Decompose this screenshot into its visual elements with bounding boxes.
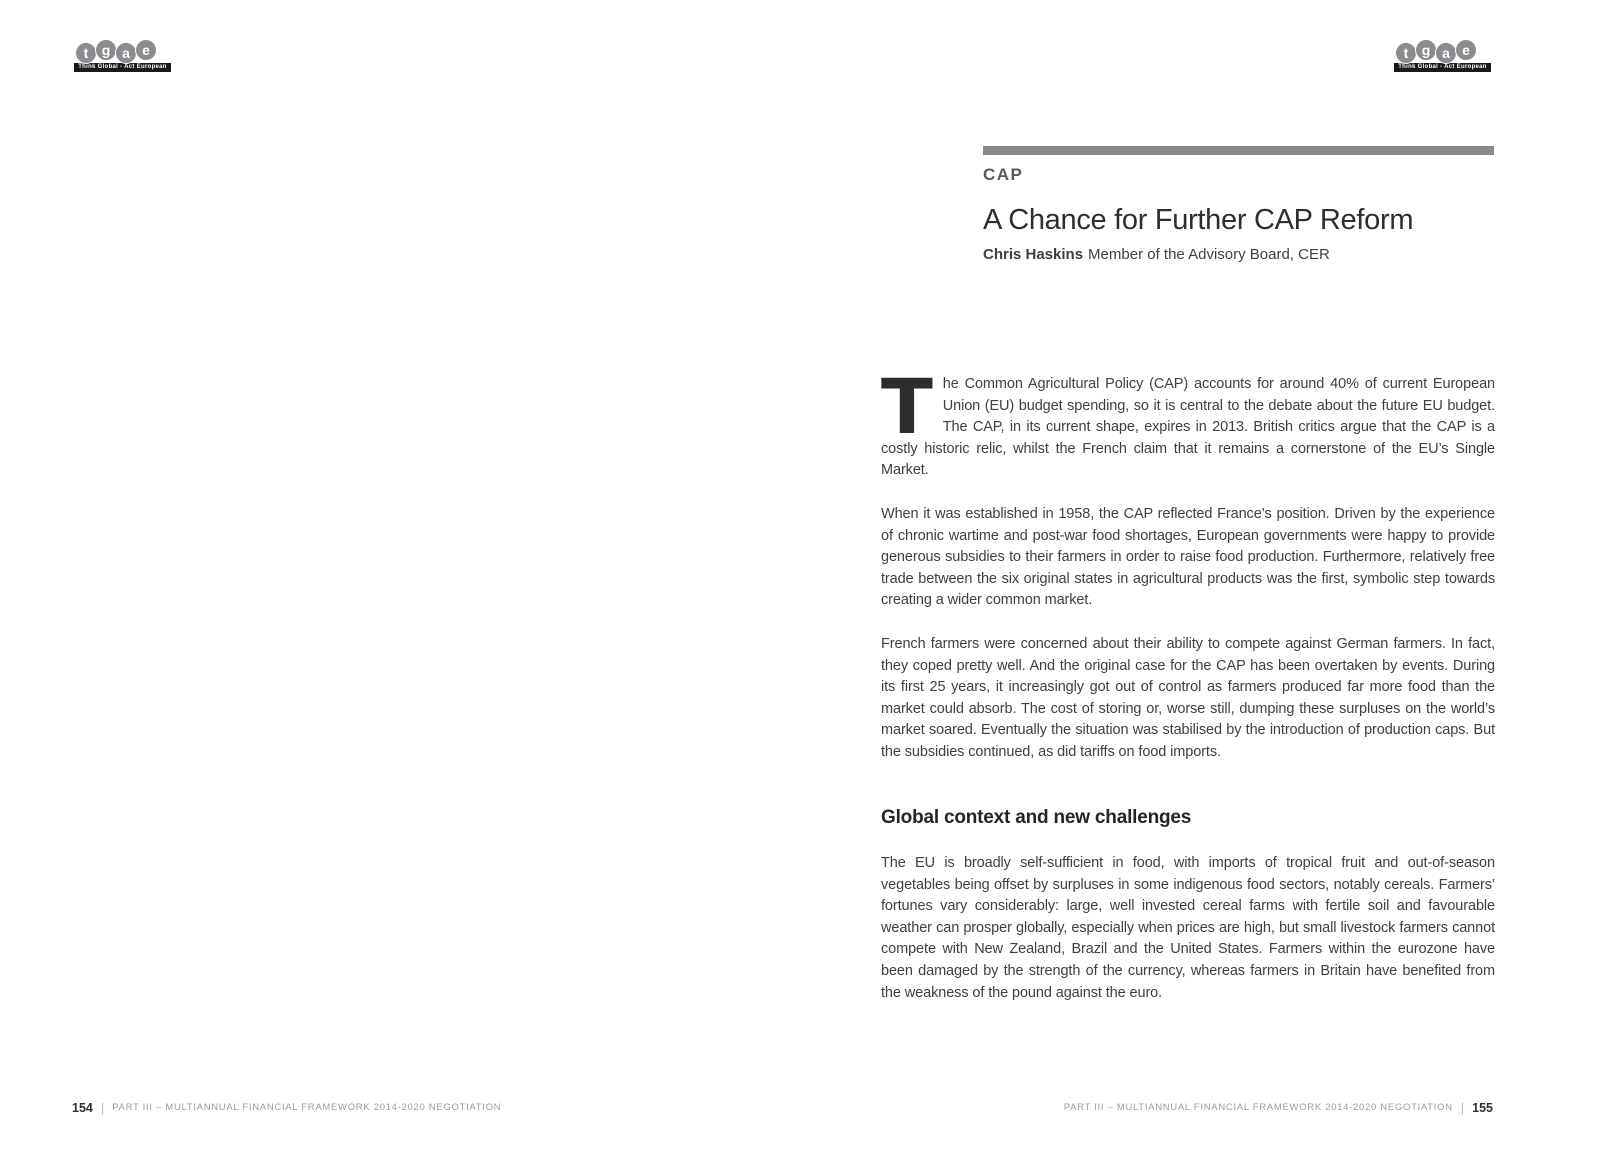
dropcap-letter: T bbox=[881, 362, 933, 451]
header-rule bbox=[983, 146, 1494, 155]
page-number-left: 154 bbox=[72, 1100, 93, 1115]
logo-letter-e: e bbox=[1455, 39, 1477, 61]
footer-divider: | bbox=[1460, 1100, 1465, 1115]
footer-left bbox=[72, 1100, 501, 1115]
paragraph: French farmers were concerned about their ability to compete against German farmers. In fact, they coped pretty well. And the original case for the CAP has been overtaken by events. During its first 25 years, it increasingly got out of control as farmers produced far more food than the market could absorb. The cost of storing or, worse still, dumping these surpluses on the world’s market soared. Eventually the situation was stabilised by the introduction of production caps. But the subsidies continued, as did tariffs on food imports. bbox=[881, 635, 1495, 760]
footer-right bbox=[1064, 1100, 1493, 1115]
logo-letter-circles bbox=[75, 40, 172, 64]
logo-letter-g: g bbox=[1415, 39, 1437, 61]
paragraph-intro-text: he Common Agricultural Policy (CAP) accounts for around 40% of current European Union (EU) budget spending, so it is central to the debate about the future EU budget. The CAP, in its current shape, expires in 2013. British critics argue that the CAP is a costly historic relic, whilst the French claim that it remains a cornerstone of the EU’s Single Market. bbox=[881, 376, 1495, 479]
tgae-logo-left bbox=[74, 40, 172, 72]
article-byline bbox=[983, 246, 1494, 263]
footer-running-title-left: PART III – MULTIANNUAL FINANCIAL FRAMEWORK 2014-2020 NEGOTIATION bbox=[112, 1102, 502, 1113]
logo-letter-e: e bbox=[135, 39, 157, 61]
tgae-logo-right bbox=[1394, 40, 1492, 72]
byline-author-role: Member of the Advisory Board, CER bbox=[1088, 246, 1330, 263]
logo-letter-a: a bbox=[115, 42, 137, 64]
logo-letter-t: t bbox=[1395, 42, 1417, 64]
footer-divider: | bbox=[100, 1100, 105, 1115]
byline-author-name: Chris Haskins bbox=[983, 246, 1084, 263]
article-body bbox=[881, 362, 1495, 1026]
logo-tagline: Think Global - Act European bbox=[74, 63, 171, 72]
paragraph-intro bbox=[881, 362, 1495, 482]
page-number-right: 155 bbox=[1472, 1100, 1493, 1115]
logo-letter-t: t bbox=[75, 42, 97, 64]
article-kicker: CAP bbox=[983, 165, 1024, 184]
logo-letter-g: g bbox=[95, 39, 117, 61]
paragraph: When it was established in 1958, the CAP reflected France’s position. Driven by the experience of chronic wartime and post-war food shortages, European governments were happy to provide generous subsidies to their farmers in order to raise food production. Furthermore, relatively free trade between the six original states in agricultural products was the first, symbolic step towards creating a wider common market. bbox=[881, 505, 1495, 609]
footer-running-title-right: PART III – MULTIANNUAL FINANCIAL FRAMEWORK 2014-2020 NEGOTIATION bbox=[1063, 1102, 1453, 1113]
logo-letter-a: a bbox=[1435, 42, 1457, 64]
article-header bbox=[983, 146, 1494, 263]
paragraph: The EU is broadly self-sufficient in food, with imports of tropical fruit and out-of-season vegetables being offset by surpluses in some indigenous food sectors, notably cereals. Farmers’ fortunes vary considerably: large, well invested cereal farms with fertile soil and favourable weather can prosper globally, especially when prices are high, but small livestock farmers cannot compete with New Zealand, Brazil and the United States. Farmers within the eurozone have been damaged by the strength of the currency, whereas farmers in Britain have benefited from the weakness of the pound against the euro. bbox=[881, 855, 1495, 1001]
section-heading: Global context and new challenges bbox=[881, 806, 1192, 828]
logo-letter-circles bbox=[1395, 40, 1492, 64]
article-title: A Chance for Further CAP Reform bbox=[983, 204, 1414, 236]
logo-tagline: Think Global - Act European bbox=[1394, 63, 1491, 72]
